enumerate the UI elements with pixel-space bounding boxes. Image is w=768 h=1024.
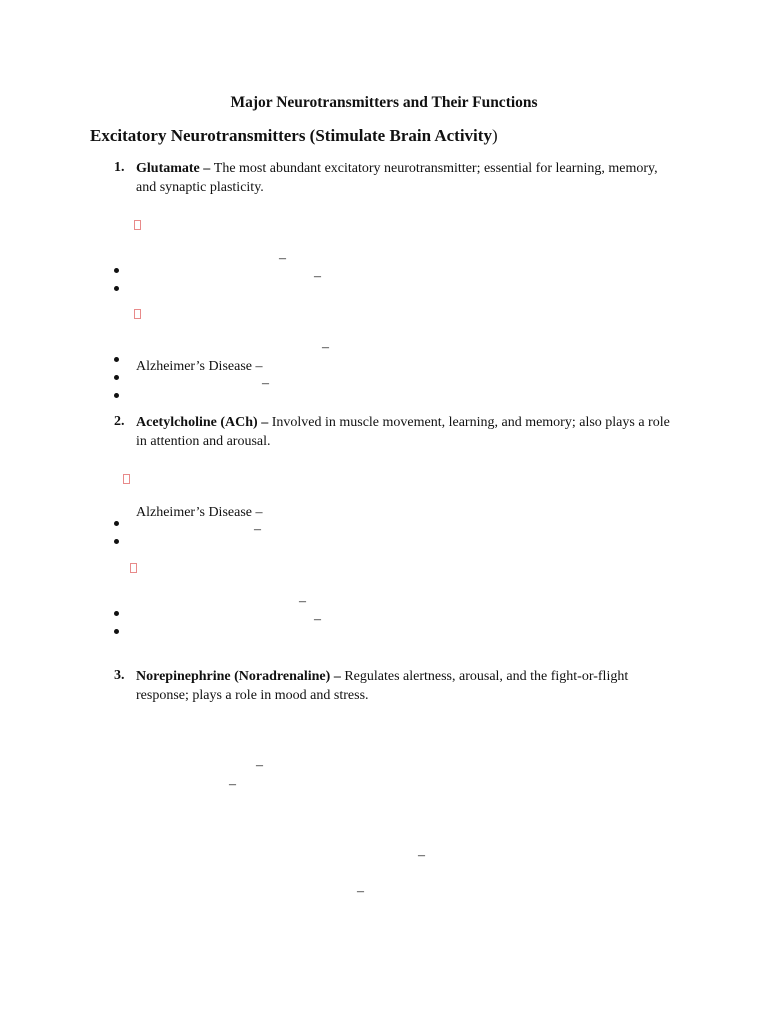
bullet [114, 603, 119, 621]
bullet [114, 385, 119, 403]
item-number-3: 3. [114, 668, 125, 683]
item-2-description: Involved in muscle movement, learning, and memory; also plays a role in attention and arousal. [136, 415, 670, 449]
dash: – [229, 777, 236, 792]
item-2-separator: – [257, 415, 272, 430]
item-1-separator: – [199, 161, 214, 176]
dash: – [299, 594, 306, 609]
section-heading-text: Excitatory Neurotransmitters (Stimulate Brain Activity [90, 126, 492, 145]
bullet-dot-icon [114, 393, 119, 398]
item-1-description: The most abundant excitatory neurotransmitter; essential for learning, memory, and synaptic plasticity. [136, 161, 658, 195]
item-3 [136, 667, 681, 705]
bullet [114, 531, 119, 549]
page-title: Major Neurotransmitters and Their Functions [230, 94, 538, 111]
dash: – [256, 758, 263, 773]
bullet-dot-icon [114, 611, 119, 616]
dash: – [357, 884, 364, 899]
dash: – [279, 251, 286, 266]
bullet [114, 621, 119, 639]
dash: – [418, 848, 425, 863]
dash: – [322, 340, 329, 355]
bullet-dot-icon [114, 268, 119, 273]
bullet [114, 260, 119, 278]
bullet [114, 278, 119, 296]
missing-glyph-icon [134, 220, 141, 230]
item-1 [136, 159, 676, 197]
bullet-dot-icon [114, 521, 119, 526]
bullet-dot-icon [114, 375, 119, 380]
bullet-dot-icon [114, 286, 119, 291]
bullet-dot-icon [114, 357, 119, 362]
section-heading [90, 126, 498, 146]
dash: – [254, 522, 261, 537]
item-2-name: Acetylcholine (ACh) [136, 415, 258, 430]
bullet [114, 349, 119, 367]
item-1-name: Glutamate [136, 161, 200, 176]
dash: – [314, 612, 321, 627]
item-3-description: Regulates alertness, arousal, and the fight-or-flight response; plays a role in mood and stress. [136, 669, 629, 703]
item-number-2: 2. [114, 414, 125, 429]
bullet-text-alzheimers: Alzheimer’s Disease – [136, 505, 263, 520]
bullet-dot-icon [114, 539, 119, 544]
item-3-name: Norepinephrine (Noradrenaline) [136, 669, 331, 684]
dash: – [262, 376, 269, 391]
bullet [114, 367, 119, 385]
item-3-separator: – [330, 669, 345, 684]
bullet [114, 513, 119, 531]
missing-glyph-icon [130, 563, 137, 573]
item-number-1: 1. [114, 160, 125, 175]
bullet-dot-icon [114, 629, 119, 634]
section-heading-close: ) [491, 126, 498, 145]
dash: – [314, 269, 321, 284]
item-2 [136, 413, 681, 451]
missing-glyph-icon [134, 309, 141, 319]
bullet-text-alzheimers: Alzheimer’s Disease – [136, 359, 263, 374]
missing-glyph-icon [123, 474, 130, 484]
